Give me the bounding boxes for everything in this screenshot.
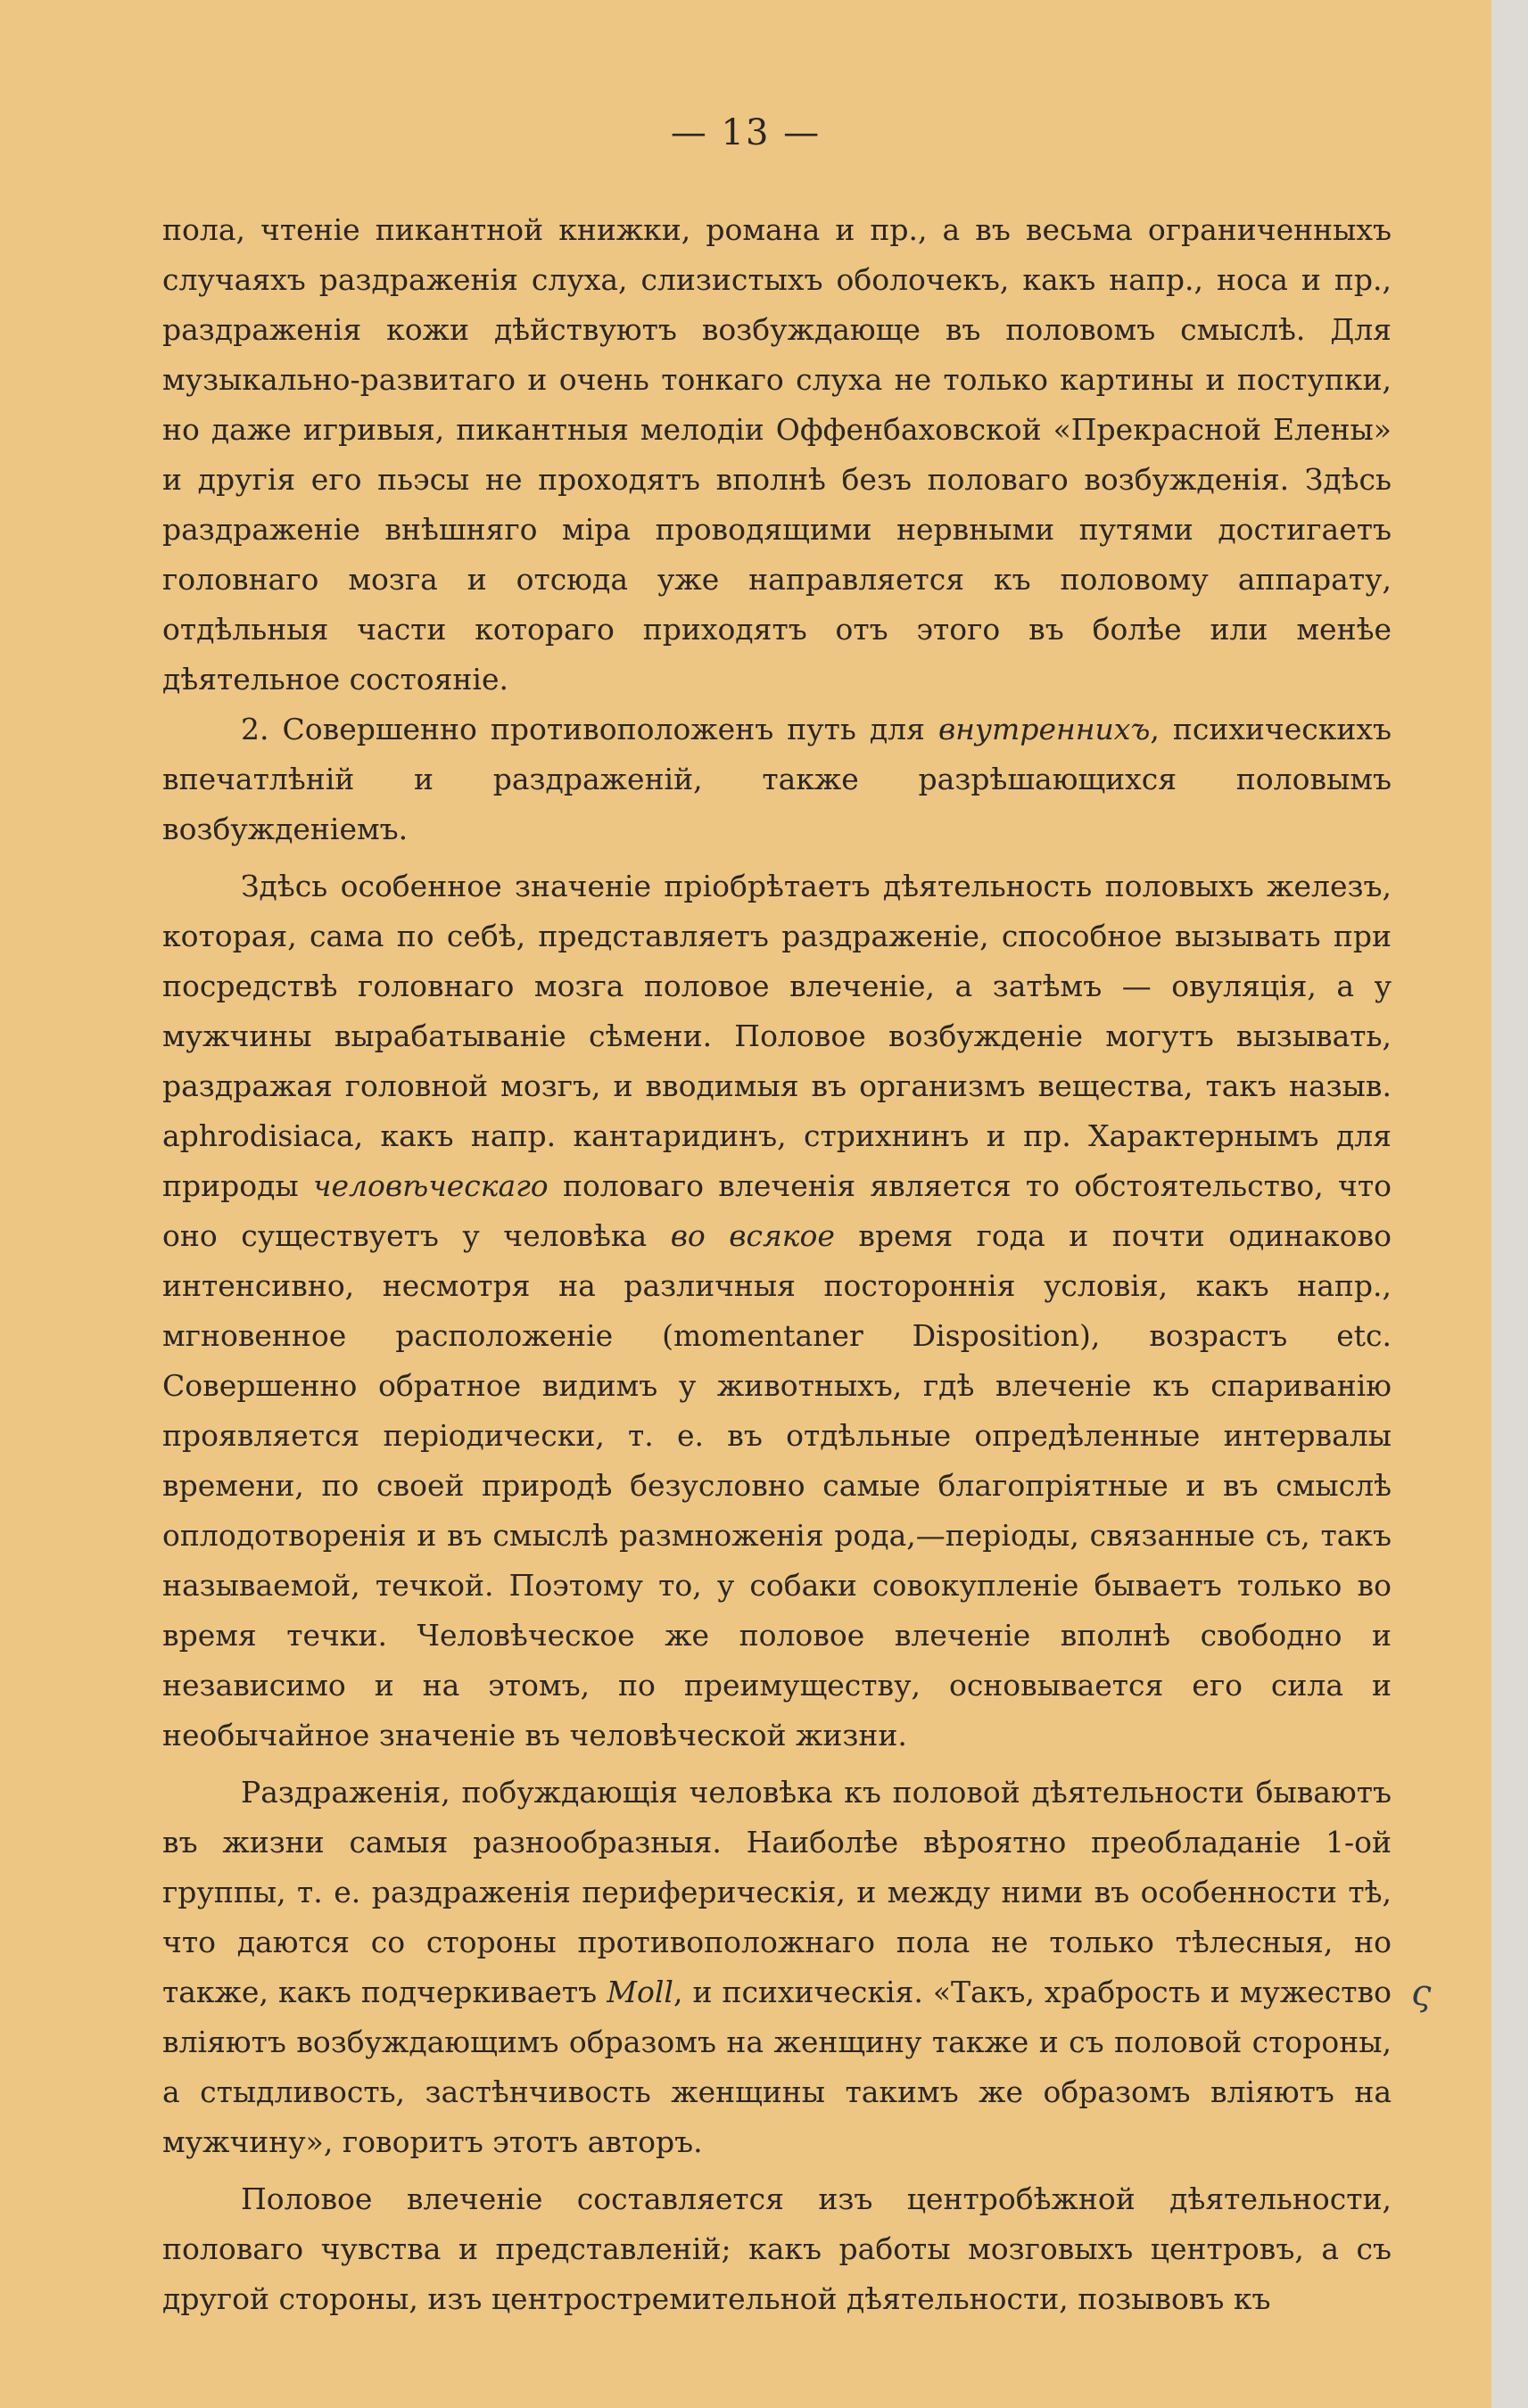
emphasized-text: человѣческаго <box>312 1168 549 1203</box>
page-number: — 13 — <box>670 112 822 153</box>
scan-border <box>1491 0 1528 2408</box>
body-text <box>162 205 1392 2324</box>
paragraph <box>162 705 1392 854</box>
paragraph-text: пола, чтеніе пикантной книжки, романа и пр., а въ весьма ограниченныхъ случаяхъ раздраженія слуха, слизистыхъ оболочекъ, какъ напр., носа и пр., раздраженія кожи дѣйствуютъ возбуждающе въ половомъ смыслѣ. Для музыкально-развитаго и очень тонкаго слуха не только картины и поступки, но даже игривыя, пикантныя мелодіи Оффенбаховской «Прекрасной Елены» и другія его пьэсы не проходятъ вполнѣ безъ половаго возбужденія. Здѣсь раздраженіе внѣшняго міра проводящими нервными путями достигаетъ головнаго мозга и отсюда уже направляется къ половому аппарату, отдѣльныя части котораго приходятъ отъ этого въ болѣе или менѣе дѣятельное состояніе. <box>162 212 1392 697</box>
paragraph <box>162 2174 1392 2324</box>
paragraph-text: половаго влеченія является то обстоятельство, что оно существуетъ у человѣка <box>162 1168 1392 1253</box>
paragraph-text: время года и почти одинаково интенсивно, несмотря на различныя постороннія условія, какъ напр., мгновенное расположеніе (momentaner Disposition), возрастъ etc. Совершенно обратное видимъ у животныхъ, гдѣ влеченіе къ спариванію проявляется періодически, т. е. въ отдѣльные опредѣленные интервалы времени, по своей природѣ безусловно самые благопріятные и въ смыслѣ оплодотворенія и въ смыслѣ размноженія рода,—періоды, связанные съ, такъ называемой, течкой. Поэтому то, у собаки совокупленіе бываетъ только во время течки. Человѣческое же половое влеченіе вполнѣ свободно и независимо и на этомъ, по преимуществу, основывается его сила и необычайное значеніе въ человѣческой жизни. <box>162 1218 1392 1752</box>
handwritten-margin-mark: ς <box>1411 1973 1432 2014</box>
emphasized-text: внутреннихъ <box>937 712 1151 746</box>
paragraph-text: , и психическія. «Такъ, храбрость и мужество вліяютъ возбуждающимъ образомъ на женщину также и съ половой стороны, а стыдливость, застѣнчивость женщины такимъ же образомъ вліяютъ на мужчину», говоритъ этотъ авторъ. <box>162 1975 1392 2159</box>
paragraph <box>162 862 1392 1761</box>
paragraph <box>162 205 1392 705</box>
paragraph-text: 2. Совершенно противоположенъ путь для <box>241 712 938 746</box>
paragraph <box>162 1768 1392 2167</box>
paragraph-text: Половое влеченіе составляется изъ центробѣжной дѣятельности, половаго чувства и представленій; какъ работы мозговыхъ центровъ, а съ другой стороны, изъ центростремительной дѣятельности, позывовъ къ <box>162 2181 1392 2316</box>
emphasized-text: Moll <box>607 1975 673 2009</box>
paragraph-text: Здѣсь особенное значеніе пріобрѣтаетъ дѣятельность половыхъ железъ, которая, сама по себѣ, представляетъ раздраженіе, способное вызывать при посредствѣ головнаго мозга половое влеченіе, а затѣмъ — овуляція, а у мужчины вырабатываніе сѣмени. Половое возбужденіе могутъ вызывать, раздражая головной мозгъ, и вводимыя въ организмъ вещества, такъ назыв. aphrodisiaca, какъ напр. кантаридинъ, стрихнинъ и пр. Характернымъ для природы <box>162 869 1392 1203</box>
emphasized-text: во всякое <box>670 1218 835 1253</box>
paragraph-text: , психическихъ впечатлѣній и раздраженій, также разрѣшающихся половымъ возбужденіемъ. <box>162 712 1392 846</box>
paragraph-text: Раздраженія, побуждающія человѣка къ половой дѣятельности бываютъ въ жизни самыя разнообразныя. Наиболѣе вѣроятно преобладаніе 1-ой группы, т. е. раздраженія периферическія, и между ними въ особенности тѣ, что даются со стороны противоположнаго пола не только тѣлесныя, но также, какъ подчеркиваетъ <box>162 1775 1392 2009</box>
